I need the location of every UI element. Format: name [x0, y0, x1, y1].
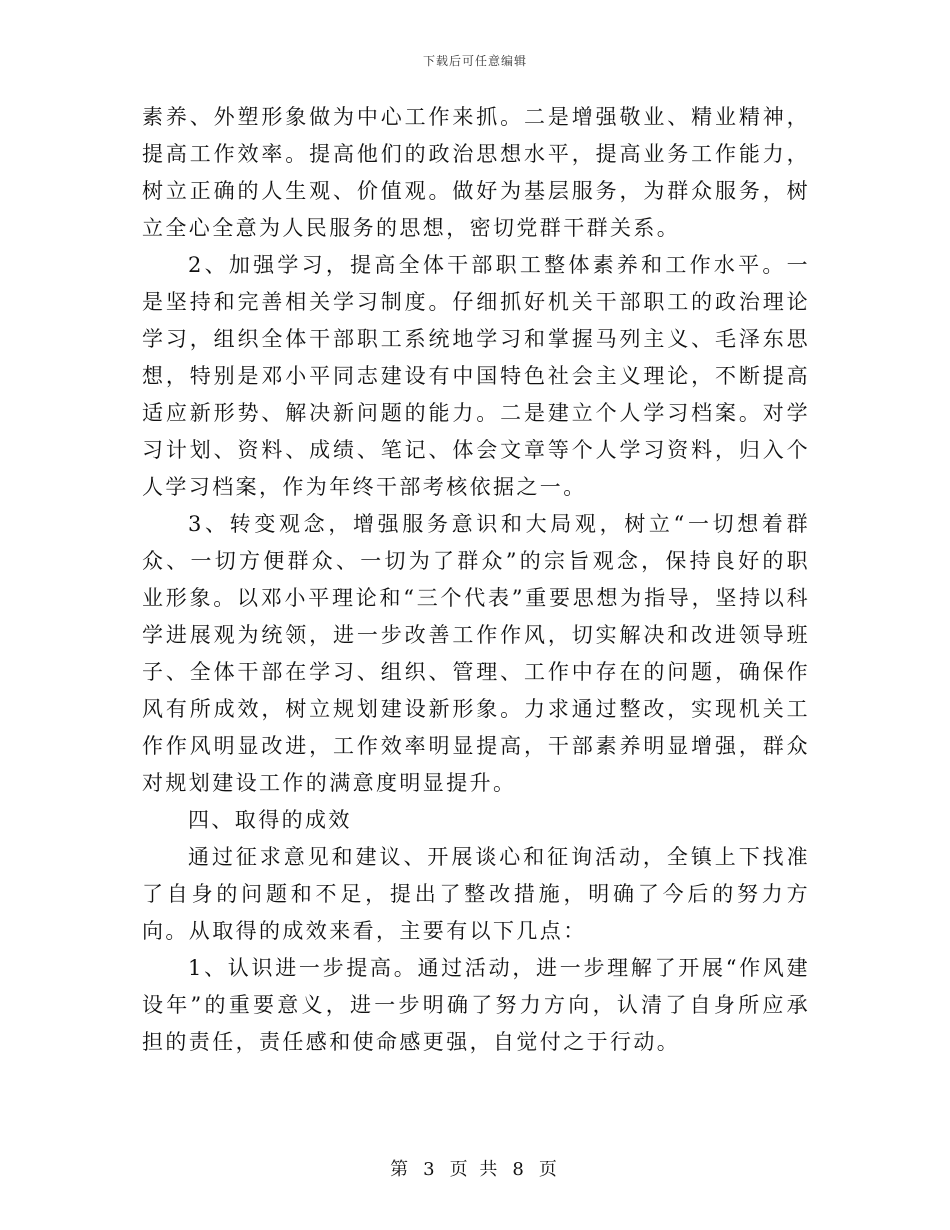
- paragraph-item-3: 3、转变观念，增强服务意识和大局观，树立“一切想着群众、一切方便群众、一切为了群众”的宗旨观念，保持良好的职业形象。以邓小平理论和“三个代表”重要思想为指导，坚持以科学进展观为统领，进一步改善工作作风，切实解决和改进领导班子、全体干部在学习、组织、管理、工作中存在的问题，确保作风有所成效，树立规划建设新形象。力求通过整改，实现机关工作作风明显改进，工作效率明显提高，干部素养明显增强，群众对规划建设工作的满意度明显提升。: [142, 512, 810, 795]
- footer-middle: 页 共: [449, 1159, 501, 1180]
- footer-current-page: 3: [423, 1159, 438, 1180]
- page-footer: [0, 1155, 950, 1181]
- paragraph-item-2: 2、加强学习，提高全体干部职工整体素养和工作水平。一是坚持和完善相关学习制度。仔细抓好机关干部职工的政治理论学习，组织全体干部职工系统地学习和掌握马列主义、毛泽东思想，特别是邓小平同志建设有中国特色社会主义理论，不断提高适应新形势、解决新问题的能力。二是建立个人学习档案。对学习计划、资料、成绩、笔记、体会文章等个人学习资料，归入个人学习档案，作为年终干部考核依据之一。: [142, 253, 810, 499]
- document-body: [142, 99, 810, 1061]
- paragraph-results-intro: 通过征求意见和建议、开展谈心和征询活动，全镇上下找准了自身的问题和不足，提出了整改措施，明确了今后的努力方向。从取得的成效来看，主要有以下几点：: [142, 845, 810, 943]
- section-heading-results: 四、取得的成效: [188, 808, 352, 832]
- paragraph-result-1: 1、认识进一步提高。通过活动，进一步理解了开展“作风建设年”的重要意义，进一步明确了努力方向，认清了自身所应承担的责任，责任感和使命感更强，自觉付之于行动。: [142, 956, 810, 1054]
- footer-prefix: 第: [390, 1159, 412, 1180]
- footer-total-pages: 8: [512, 1159, 527, 1180]
- paragraph-continuation: 素养、外塑形象做为中心工作来抓。二是增强敬业、精业精神，提高工作效率。提高他们的政治思想水平，提高业务工作能力，树立正确的人生观、价值观。做好为基层服务，为群众服务，树立全心全意为人民服务的思想，密切党群干群关系。: [142, 105, 810, 240]
- footer-suffix: 页: [538, 1159, 560, 1180]
- page-header-note: 下载后可任意编辑: [422, 54, 527, 68]
